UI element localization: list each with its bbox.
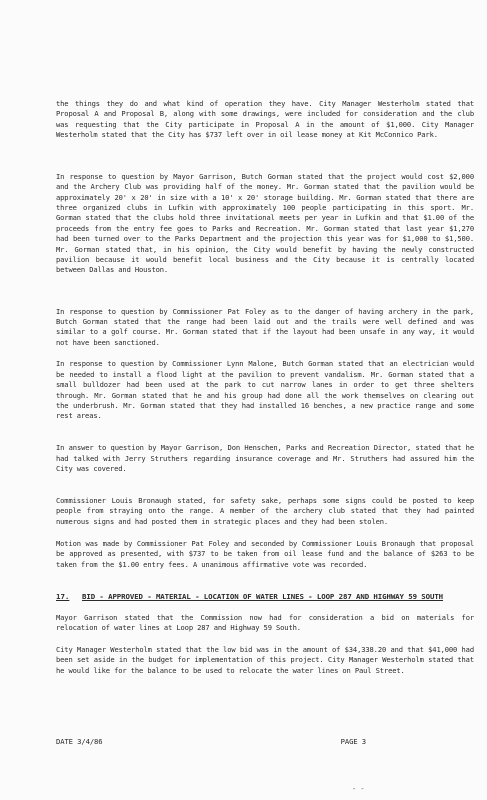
paragraph-signs: Commissioner Louis Bronaugh stated, for safety sake, perhaps some signs could be posted to keep people from straying onto the range. A member of the archery club stated that they had painted numerous signs and had posted them in strategic places and they had been stolen. bbox=[56, 495, 474, 526]
paragraph-proposal: the things they do and what kind of operation they have. City Manager Westerholm stated that Proposal A and Proposal B, along with some drawings, were included for consideration and the club was requesting that the City participate in Proposal A in the amount of $1,000. City Manager Westerholm stated that the City has $737 left over in oil lease money at Kit McConnico Park. bbox=[56, 99, 474, 140]
footer-page-number: PAGE 3 bbox=[340, 737, 366, 746]
minutes-body bbox=[56, 99, 474, 708]
scan-mark: - - bbox=[352, 785, 365, 793]
agenda-item-number: 17. bbox=[56, 591, 70, 601]
footer-date: DATE 3/4/86 bbox=[56, 737, 103, 746]
paragraph-gorman-project: In response to question by Mayor Garrison, Butch Gorman stated that the project would cost $2,000 and the Archery Club was providing half of the money. Mr. Gorman stated that the pavilion would be approximately 20' x 20' in size with a 10' x 20' storage building. Mr. Gorman stated that there are three organized clubs in Lufkin with approximately 100 people participating in this sport. Mr. Gorman stated that the clubs hold three invitational meets per year in Lufkin and that $1.00 of the proceeds from the entry fee goes to Parks and Recreation. Mr. Gorman stated that last year $1,270 had been turned over to the Parks Department and the projection this year was for $1,000 to $1,500. Mr. Gorman stated that, in his opinion, the City would benefit by having the newly constructed pavilion because it would benefit local business and the City because it is centrally located between Dallas and Houston. bbox=[56, 171, 474, 275]
paragraph-electrician: In response to question by Commissioner Lynn Malone, Butch Gorman stated that an electrician would be needed to install a flood light at the pavilion to prevent vandalism. Mr. Gorman stated that a small bulldozer had been used at the park to cut narrow lanes in order to get three shelters through. Mr. Gorman stated that he and his group had done all the work themselves on clearing out the underbrush. Mr. Gorman stated that they had installed 16 benches, a new practice range and some rest areas. bbox=[56, 359, 474, 421]
paragraph-insurance: In answer to question by Mayor Garrison, Don Henschen, Parks and Recreation Director, stated that he had talked with Jerry Struthers regarding insurance coverage and Mr. Struthers had assured him the City was covered. bbox=[56, 443, 474, 473]
paragraph-motion: Motion was made by Commissioner Pat Foley and seconded by Commissioner Louis Bronaugh that proposal be approved as presented, with $737 to be taken from oil lease fund and the balance of $263 to be taken from the $1.00 entry fees. A unanimous affirmative vote was recorded. bbox=[56, 538, 474, 569]
page-footer bbox=[56, 737, 366, 746]
agenda-item-heading bbox=[56, 592, 474, 602]
paragraph-bid-consideration: Mayor Garrison stated that the Commission now had for consideration a bid on materials for relocation of water lines at Loop 287 and Highway 59 South. bbox=[56, 612, 474, 633]
paragraph-low-bid: City Manager Westerholm stated that the low bid was in the amount of $34,338.20 and that $41,000 had been set aside in the budget for implementation of this project. City Manager Westerholm stated that he would like for the balance to be used to relocate the water lines on Paul Street. bbox=[56, 644, 474, 675]
agenda-item-title: BID - APPROVED - MATERIAL - LOCATION OF WATER LINES - LOOP 287 AND HIGHWAY 59 SOUTH bbox=[82, 591, 444, 601]
paragraph-safety-question: In response to question by Commissioner Pat Foley as to the danger of having archery in the park, Butch Gorman stated that the range had been laid out and the trails were well defined and was similar to a golf course. Mr. Gorman stated that if the layout had been unsafe in any way, it would not have been sanctioned. bbox=[56, 306, 474, 347]
